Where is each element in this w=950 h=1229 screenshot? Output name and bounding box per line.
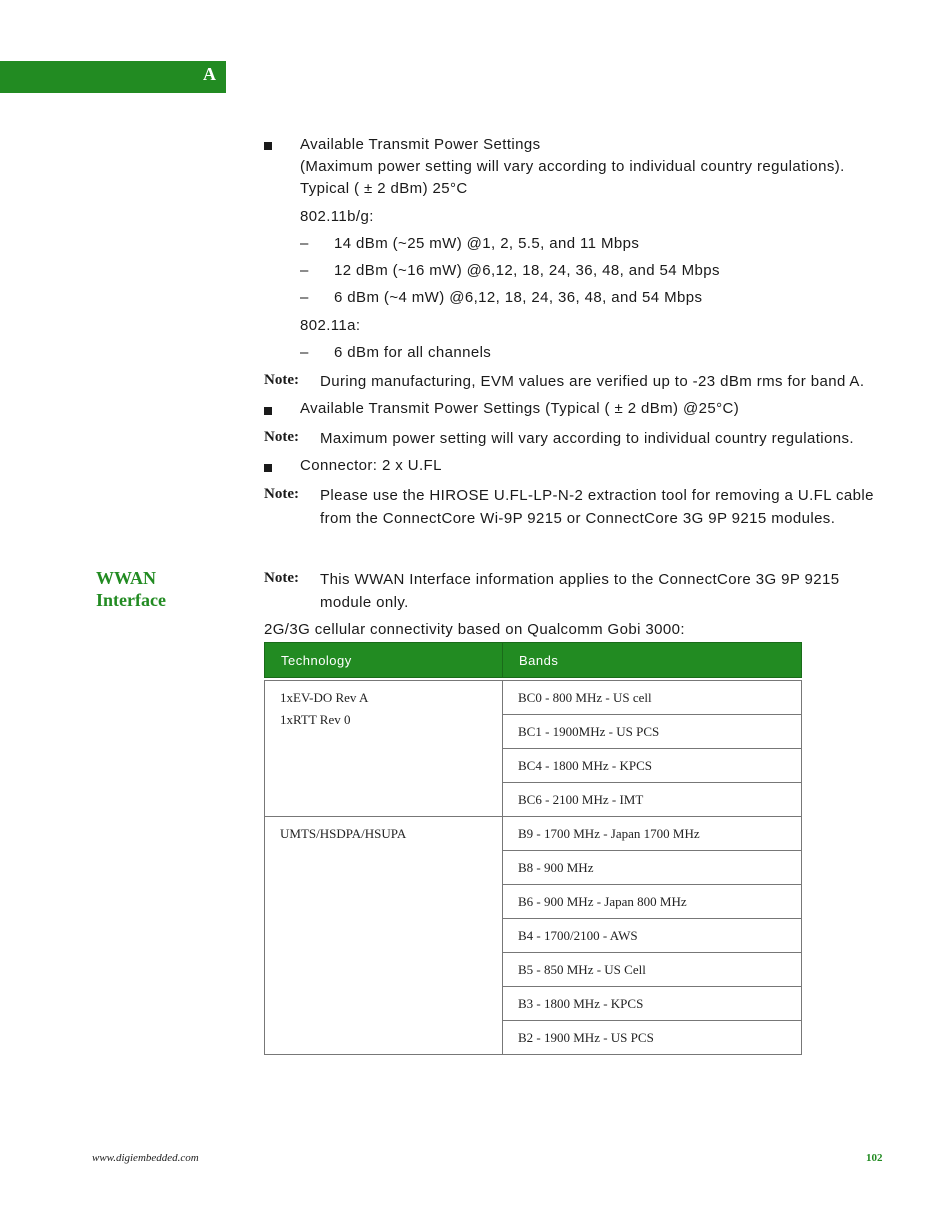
bg-label: 802.11b/g: [300,208,374,225]
band-cell: BC4 - 1800 MHz - KPCS [503,749,802,783]
technology-line: 1xRTT Rev 0 [280,712,351,727]
band-cell: B2 - 1900 MHz - US PCS [503,1021,802,1055]
footer-url: www.digiembedded.com [92,1152,199,1164]
wwan-intro: 2G/3G cellular connectivity based on Qualcomm Gobi 3000: [264,621,685,638]
band-cell: BC6 - 2100 MHz - IMT [503,783,802,817]
appendix-tab-letter: A [203,64,216,84]
table-row [265,817,802,851]
table-header-row [265,643,802,678]
bullet-marker [264,464,272,472]
note-hirose [320,484,890,530]
table-row [265,681,802,715]
technology-cell [265,817,503,1055]
bullet-marker [264,142,272,150]
note-label: Note: [264,372,299,388]
bg-item: 14 dBm (~25 mW) @1, 2, 5.5, and 11 Mbps [334,235,640,252]
band-cell: BC0 - 800 MHz - US cell [503,681,802,715]
power-line2: (Maximum power setting will vary according to individual country regulations). [300,158,845,175]
power-line3: Typical ( ± 2 dBm) 25°C [300,180,468,197]
band-cell: B3 - 1800 MHz - KPCS [503,987,802,1021]
band-cell: BC1 - 1900MHz - US PCS [503,715,802,749]
note-label: Note: [264,429,299,445]
a-label: 802.11a: [300,317,361,334]
band-cell: B6 - 900 MHz - Japan 800 MHz [503,885,802,919]
header-technology: Technology [265,643,503,678]
band-cell: B9 - 1700 MHz - Japan 1700 MHz [503,817,802,851]
bg-item: 12 dBm (~16 mW) @6,12, 18, 24, 36, 48, and 54 Mbps [334,262,720,279]
technology-cell [265,681,503,817]
technology-line: 1xEV-DO Rev A [280,690,369,705]
band-cell: B5 - 850 MHz - US Cell [503,953,802,987]
appendix-tab [0,61,226,93]
bullet-power-settings [300,134,845,200]
note-hirose-line1: Please use the HIROSE U.FL-LP-N-2 extraction tool for removing a U.FL cable [320,487,874,504]
dash-marker: – [300,289,309,306]
a-item: 6 dBm for all channels [334,344,492,361]
dash-marker: – [300,262,309,279]
bullet-marker [264,407,272,415]
wwan-bands-table [264,642,802,1055]
header-bands: Bands [503,643,802,678]
note-label: Note: [264,486,299,502]
note-wwan-line1: This WWAN Interface information applies to the ConnectCore 3G 9P 9215 [320,571,840,588]
note-evm: During manufacturing, EVM values are verified up to -23 dBm rms for band A. [320,373,865,390]
power-line1: Available Transmit Power Settings [300,136,541,153]
band-cell: B8 - 900 MHz [503,851,802,885]
dash-marker: – [300,235,309,252]
note-label: Note: [264,570,299,586]
bg-item: 6 dBm (~4 mW) @6,12, 18, 24, 36, 48, and 54 Mbps [334,289,703,306]
technology-line: UMTS/HSDPA/HSUPA [280,826,407,841]
section-heading-wwan [96,567,246,611]
wwan-heading-line2: Interface [96,590,166,610]
note-wwan-line2: module only. [320,594,409,611]
note-hirose-line2: from the ConnectCore Wi-9P 9215 or ConnectCore 3G 9P 9215 modules. [320,510,836,527]
dash-marker: – [300,344,309,361]
wwan-heading-line1: WWAN [96,568,157,588]
note-max-power: Maximum power setting will vary according to individual country regulations. [320,430,854,447]
page-number: 102 [866,1152,883,1164]
bullet-typical-power: Available Transmit Power Settings (Typical ( ± 2 dBm) @25°C) [300,400,740,417]
band-cell: B4 - 1700/2100 - AWS [503,919,802,953]
note-wwan [320,568,890,614]
bullet-connector: Connector: 2 x U.FL [300,457,442,474]
